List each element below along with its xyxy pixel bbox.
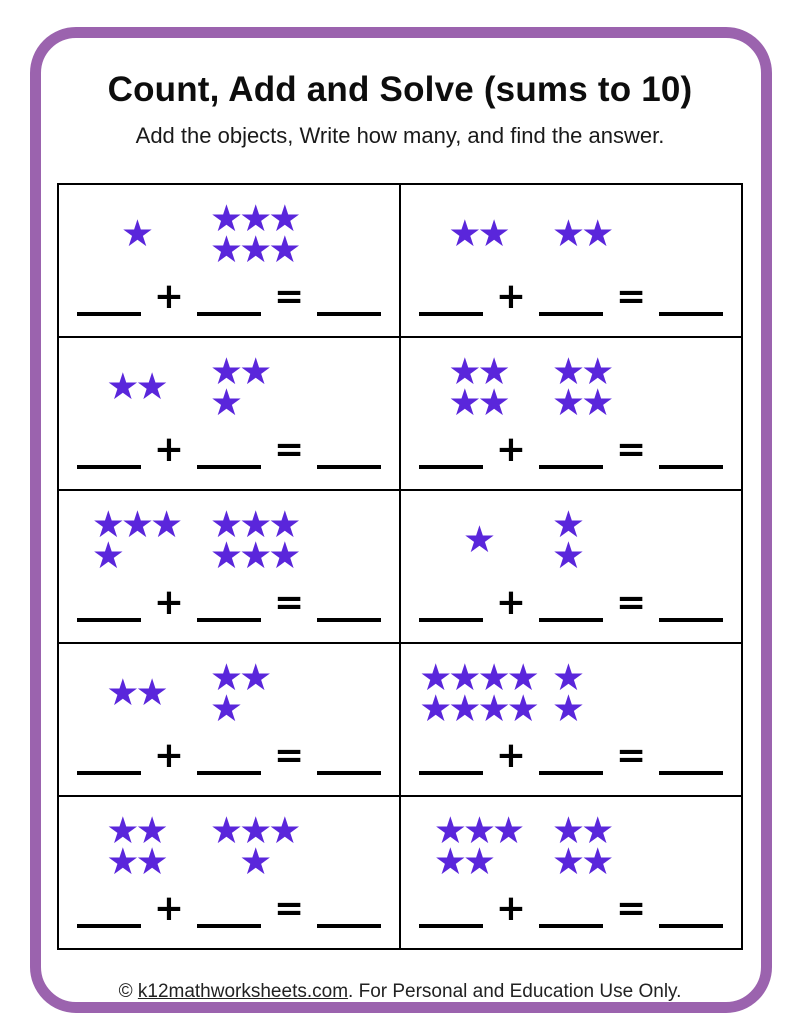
star-groups — [59, 338, 399, 432]
star-icon: ★ — [209, 655, 244, 699]
star-icon: ★ — [135, 671, 169, 715]
star-icon: ★ — [106, 840, 140, 883]
star-icon: ★ — [581, 381, 615, 424]
star-icon: ★ — [106, 671, 140, 715]
addend2-blank[interactable] — [197, 592, 261, 622]
equals-sign: = — [273, 429, 305, 470]
star-icon: ★ — [239, 534, 273, 577]
star-group — [69, 212, 206, 256]
star-groups — [401, 491, 741, 585]
star-icon: ★ — [551, 381, 586, 424]
star-icon: ★ — [551, 502, 586, 546]
addend2-blank[interactable] — [539, 898, 603, 928]
star-icon: ★ — [239, 655, 273, 699]
star-group — [206, 655, 395, 730]
star-icon: ★ — [91, 502, 125, 546]
star-group — [548, 212, 737, 256]
addend1-blank[interactable] — [77, 898, 141, 928]
plus-sign: + — [153, 429, 185, 470]
star-group — [411, 349, 548, 424]
star-icon: ★ — [239, 196, 273, 240]
star-group — [206, 808, 395, 883]
star-icon: ★ — [581, 808, 615, 852]
sum-blank[interactable] — [659, 592, 723, 622]
star-icon: ★ — [477, 349, 511, 393]
copyright-symbol: © — [118, 981, 138, 1002]
plus-sign: + — [153, 888, 185, 929]
addend1-blank[interactable] — [77, 745, 141, 775]
star-icon: ★ — [477, 687, 511, 730]
equals-sign: = — [615, 429, 647, 470]
equation — [401, 276, 741, 336]
problem-cell — [58, 643, 400, 796]
plus-sign: + — [495, 735, 527, 776]
sum-blank[interactable] — [317, 898, 381, 928]
problem-cell — [400, 184, 742, 337]
problem-cell — [58, 796, 400, 949]
star-icon: ★ — [106, 365, 140, 409]
problem-cell — [58, 337, 400, 490]
equation — [59, 735, 399, 795]
star-group — [411, 808, 548, 883]
star-icon: ★ — [448, 349, 482, 393]
star-icon: ★ — [209, 349, 244, 393]
sum-blank[interactable] — [659, 745, 723, 775]
star-icon: ★ — [448, 687, 482, 730]
star-icon: ★ — [239, 349, 273, 393]
addend1-blank[interactable] — [419, 439, 483, 469]
addend2-blank[interactable] — [539, 286, 603, 316]
star-icon: ★ — [551, 212, 586, 256]
star-icon: ★ — [135, 365, 169, 409]
equation — [401, 429, 741, 489]
problem-cell — [58, 490, 400, 643]
star-icon: ★ — [150, 502, 184, 546]
equation — [401, 888, 741, 948]
star-icon: ★ — [268, 196, 302, 240]
star-groups — [401, 797, 741, 891]
problem-cell — [400, 337, 742, 490]
star-group — [548, 655, 737, 730]
sum-blank[interactable] — [317, 745, 381, 775]
star-group — [411, 518, 548, 562]
star-icon: ★ — [551, 349, 586, 393]
star-icon: ★ — [551, 655, 586, 699]
equals-sign: = — [273, 735, 305, 776]
footer-usage-text: . For Personal and Education Use Only. — [348, 981, 682, 1002]
star-icon: ★ — [462, 808, 497, 852]
star-groups — [59, 185, 399, 279]
sum-blank[interactable] — [317, 286, 381, 316]
footer — [0, 981, 800, 1003]
sum-blank[interactable] — [317, 439, 381, 469]
star-icon: ★ — [91, 534, 125, 577]
star-icon: ★ — [433, 808, 467, 852]
star-group — [411, 212, 548, 256]
problem-cell — [400, 490, 742, 643]
plus-sign: + — [153, 276, 185, 317]
addend1-blank[interactable] — [419, 745, 483, 775]
star-icon: ★ — [209, 687, 244, 730]
star-group — [69, 671, 206, 715]
equals-sign: = — [615, 888, 647, 929]
addend1-blank[interactable] — [77, 592, 141, 622]
star-icon: ★ — [448, 212, 482, 256]
star-icon: ★ — [209, 502, 244, 546]
star-icon: ★ — [419, 687, 453, 730]
star-icon: ★ — [209, 534, 244, 577]
problem-cell — [58, 184, 400, 337]
star-group — [69, 365, 206, 409]
addend1-blank[interactable] — [419, 592, 483, 622]
addend2-blank[interactable] — [539, 745, 603, 775]
star-icon: ★ — [462, 840, 497, 883]
sum-blank[interactable] — [659, 439, 723, 469]
star-groups — [59, 644, 399, 738]
star-group — [411, 655, 548, 730]
equation — [59, 888, 399, 948]
star-group — [548, 502, 737, 577]
star-icon: ★ — [551, 840, 586, 883]
problem-cell — [400, 643, 742, 796]
star-group — [206, 349, 395, 424]
plus-sign: + — [495, 276, 527, 317]
addend2-blank[interactable] — [197, 439, 261, 469]
plus-sign: + — [153, 582, 185, 623]
star-groups — [401, 644, 741, 738]
star-groups — [59, 797, 399, 891]
page-title: Count, Add and Solve (sums to 10) — [107, 70, 693, 109]
equals-sign: = — [273, 888, 305, 929]
star-icon: ★ — [120, 212, 155, 256]
star-icon: ★ — [209, 228, 244, 271]
addend1-blank[interactable] — [419, 286, 483, 316]
star-icon: ★ — [268, 228, 302, 271]
star-icon: ★ — [551, 687, 586, 730]
equals-sign: = — [273, 582, 305, 623]
star-groups — [59, 491, 399, 585]
plus-sign: + — [495, 429, 527, 470]
equals-sign: = — [615, 582, 647, 623]
instructions-text: Add the objects, Write how many, and find the answer. — [135, 123, 665, 148]
sum-blank[interactable] — [317, 592, 381, 622]
plus-sign: + — [495, 888, 527, 929]
sum-blank[interactable] — [659, 286, 723, 316]
equals-sign: = — [615, 276, 647, 317]
star-groups — [401, 338, 741, 432]
problem-cell — [400, 796, 742, 949]
star-icon: ★ — [106, 808, 140, 852]
star-group — [206, 502, 395, 577]
addend1-blank[interactable] — [419, 898, 483, 928]
plus-sign: + — [495, 582, 527, 623]
star-group — [69, 502, 206, 577]
star-icon: ★ — [268, 534, 302, 577]
star-icon: ★ — [239, 840, 273, 883]
star-icon: ★ — [581, 212, 615, 256]
addend1-blank[interactable] — [77, 286, 141, 316]
website-link[interactable]: k12mathworksheets.com — [137, 981, 349, 1002]
star-icon: ★ — [581, 349, 615, 393]
star-icon: ★ — [477, 212, 511, 256]
star-icon: ★ — [433, 840, 467, 883]
equation — [59, 429, 399, 489]
star-groups — [401, 185, 741, 279]
addend2-blank[interactable] — [197, 745, 261, 775]
star-icon: ★ — [448, 381, 482, 424]
sum-blank[interactable] — [659, 898, 723, 928]
star-icon: ★ — [419, 655, 453, 699]
star-icon: ★ — [268, 502, 302, 546]
star-icon: ★ — [239, 228, 273, 271]
star-icon: ★ — [492, 808, 526, 852]
star-icon: ★ — [506, 687, 540, 730]
addend2-blank[interactable] — [539, 592, 603, 622]
star-group — [548, 808, 737, 883]
addend1-blank[interactable] — [77, 439, 141, 469]
star-icon: ★ — [551, 534, 586, 577]
equation — [401, 735, 741, 795]
star-icon: ★ — [239, 502, 273, 546]
problems-grid — [57, 183, 743, 950]
star-group — [206, 196, 395, 271]
plus-sign: + — [153, 735, 185, 776]
star-icon: ★ — [209, 808, 244, 852]
addend2-blank[interactable] — [197, 286, 261, 316]
star-icon: ★ — [135, 840, 169, 883]
star-icon: ★ — [477, 381, 511, 424]
equation — [59, 276, 399, 336]
star-group — [69, 808, 206, 883]
equals-sign: = — [615, 735, 647, 776]
star-icon: ★ — [120, 502, 155, 546]
equation — [59, 582, 399, 642]
addend2-blank[interactable] — [197, 898, 261, 928]
star-icon: ★ — [135, 808, 169, 852]
star-icon: ★ — [506, 655, 540, 699]
star-icon: ★ — [551, 808, 586, 852]
star-icon: ★ — [268, 808, 302, 852]
star-icon: ★ — [581, 840, 615, 883]
star-icon: ★ — [477, 655, 511, 699]
equals-sign: = — [273, 276, 305, 317]
equation — [401, 582, 741, 642]
star-icon: ★ — [209, 381, 244, 424]
star-icon: ★ — [239, 808, 273, 852]
star-icon: ★ — [209, 196, 244, 240]
star-icon: ★ — [448, 655, 482, 699]
star-group — [548, 349, 737, 424]
addend2-blank[interactable] — [539, 439, 603, 469]
star-icon: ★ — [462, 518, 497, 562]
